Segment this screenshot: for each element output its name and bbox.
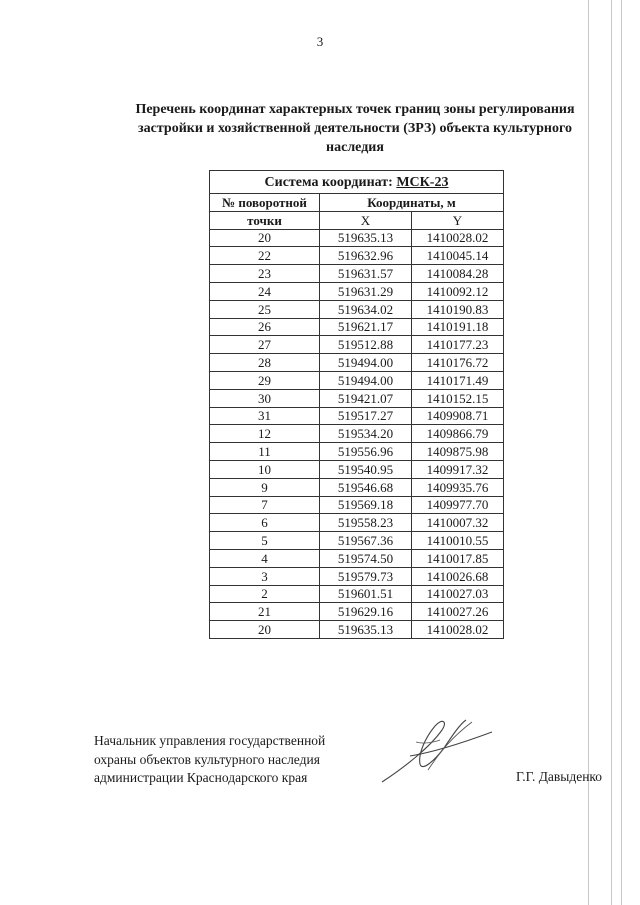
y-coordinate-cell: 1410027.03 [412, 585, 504, 603]
table-row [210, 336, 504, 354]
x-coordinate-cell: 519635.13 [320, 621, 412, 639]
y-coordinate-cell: 1410084.28 [412, 265, 504, 283]
x-coordinate-cell: 519579.73 [320, 567, 412, 585]
x-coordinate-cell: 519631.29 [320, 282, 412, 300]
y-coordinate-cell: 1410010.55 [412, 532, 504, 550]
y-coordinate-cell: 1410045.14 [412, 247, 504, 265]
point-number-cell: 12 [210, 425, 320, 443]
x-coordinate-cell: 519574.50 [320, 549, 412, 567]
point-number-cell: 5 [210, 532, 320, 550]
signer-position-line: охраны объектов культурного наследия [94, 751, 320, 767]
point-number-cell: 20 [210, 229, 320, 247]
point-number-cell: 21 [210, 603, 320, 621]
x-coordinate-cell: 519558.23 [320, 514, 412, 532]
x-coordinate-cell: 519631.57 [320, 265, 412, 283]
x-coordinate-cell: 519540.95 [320, 460, 412, 478]
table-row [210, 425, 504, 443]
coordinate-system-label: Система координат: [264, 174, 397, 190]
title-line: Перечень координат характерных точек границ зоны регулирования [135, 102, 575, 117]
table-row [210, 478, 504, 496]
table-row [210, 300, 504, 318]
y-coordinate-cell: 1410190.83 [412, 300, 504, 318]
title-line: наследия [326, 140, 384, 155]
x-coordinate-cell: 519569.18 [320, 496, 412, 514]
y-coordinate-cell: 1410007.32 [412, 514, 504, 532]
table-row [210, 585, 504, 603]
y-coordinate-cell: 1409875.98 [412, 443, 504, 461]
point-number-cell: 27 [210, 336, 320, 354]
y-coordinate-cell: 1409935.76 [412, 478, 504, 496]
x-coordinate-cell: 519635.13 [320, 229, 412, 247]
x-coordinate-cell: 519494.00 [320, 354, 412, 372]
y-coordinate-cell: 1410027.26 [412, 603, 504, 621]
y-coordinate-cell: 1410177.23 [412, 336, 504, 354]
table-row [210, 371, 504, 389]
x-coordinate-cell: 519421.07 [320, 389, 412, 407]
x-coordinate-cell: 519512.88 [320, 336, 412, 354]
point-number-header-cont: точки [210, 211, 320, 229]
x-coordinate-cell: 519517.27 [320, 407, 412, 425]
point-number-cell: 28 [210, 354, 320, 372]
page-number: 3 [316, 34, 324, 49]
point-number-cell: 7 [210, 496, 320, 514]
point-number-cell: 9 [210, 478, 320, 496]
x-coordinate-cell: 519546.68 [320, 478, 412, 496]
x-coordinate-cell: 519632.96 [320, 247, 412, 265]
table-row [210, 318, 504, 336]
y-coordinate-cell: 1410176.72 [412, 354, 504, 372]
signature-image [380, 712, 495, 787]
table-row [210, 354, 504, 372]
x-coordinate-cell: 519621.17 [320, 318, 412, 336]
x-coordinate-cell: 519494.00 [320, 371, 412, 389]
point-number-cell: 3 [210, 567, 320, 585]
point-number-cell: 22 [210, 247, 320, 265]
point-number-cell: 25 [210, 300, 320, 318]
point-number-cell: 30 [210, 389, 320, 407]
point-number-cell: 11 [210, 443, 320, 461]
point-number-header: № поворотной [210, 194, 320, 212]
y-coordinate-cell: 1409866.79 [412, 425, 504, 443]
x-column-header: X [320, 211, 412, 229]
y-coordinate-cell: 1410028.02 [412, 229, 504, 247]
table-row [210, 496, 504, 514]
table-row [210, 532, 504, 550]
point-number-cell: 23 [210, 265, 320, 283]
x-coordinate-cell: 519556.96 [320, 443, 412, 461]
y-coordinate-cell: 1410152.15 [412, 389, 504, 407]
signer-name: Г.Г. Давыденко [516, 769, 603, 784]
coordinates-header: Координаты, м [320, 194, 504, 212]
point-number-cell: 10 [210, 460, 320, 478]
point-number-cell: 6 [210, 514, 320, 532]
table-row [210, 549, 504, 567]
x-coordinate-cell: 519634.02 [320, 300, 412, 318]
x-coordinate-cell: 519629.16 [320, 603, 412, 621]
table-row [210, 621, 504, 639]
y-coordinate-cell: 1410026.68 [412, 567, 504, 585]
point-number-cell: 29 [210, 371, 320, 389]
point-number-cell: 26 [210, 318, 320, 336]
y-coordinate-cell: 1410092.12 [412, 282, 504, 300]
y-coordinate-cell: 1410191.18 [412, 318, 504, 336]
page-edge-line [611, 0, 612, 905]
table-row [210, 514, 504, 532]
coordinate-system-header [210, 171, 504, 194]
y-column-header: Y [412, 211, 504, 229]
table-row [210, 265, 504, 283]
signer-position-line: администрации Краснодарского края [94, 770, 308, 785]
y-coordinate-cell: 1410028.02 [412, 621, 504, 639]
coordinate-system-code: МСК-23 [396, 174, 449, 190]
title-line: застройки и хозяйственной деятельности (ЗРЗ) объекта культурного [138, 121, 572, 136]
table-row [210, 603, 504, 621]
table-row [210, 407, 504, 425]
y-coordinate-cell: 1410017.85 [412, 549, 504, 567]
table-row [210, 282, 504, 300]
table-row [210, 229, 504, 247]
table-row [210, 247, 504, 265]
x-coordinate-cell: 519567.36 [320, 532, 412, 550]
x-coordinate-cell: 519601.51 [320, 585, 412, 603]
table-row [210, 460, 504, 478]
point-number-cell: 24 [210, 282, 320, 300]
point-number-cell: 2 [210, 585, 320, 603]
point-number-cell: 4 [210, 549, 320, 567]
y-coordinate-cell: 1409908.71 [412, 407, 504, 425]
document-title [100, 100, 610, 157]
coordinates-table [209, 170, 504, 639]
point-number-cell: 20 [210, 621, 320, 639]
point-number-cell: 31 [210, 407, 320, 425]
x-coordinate-cell: 519534.20 [320, 425, 412, 443]
page-edge-line [621, 0, 622, 905]
y-coordinate-cell: 1410171.49 [412, 371, 504, 389]
y-coordinate-cell: 1409977.70 [412, 496, 504, 514]
table-row [210, 567, 504, 585]
table-row [210, 443, 504, 461]
y-coordinate-cell: 1409917.32 [412, 460, 504, 478]
table-row [210, 389, 504, 407]
signer-position-line: Начальник управления государственной [94, 733, 326, 748]
signer-position [94, 732, 325, 788]
